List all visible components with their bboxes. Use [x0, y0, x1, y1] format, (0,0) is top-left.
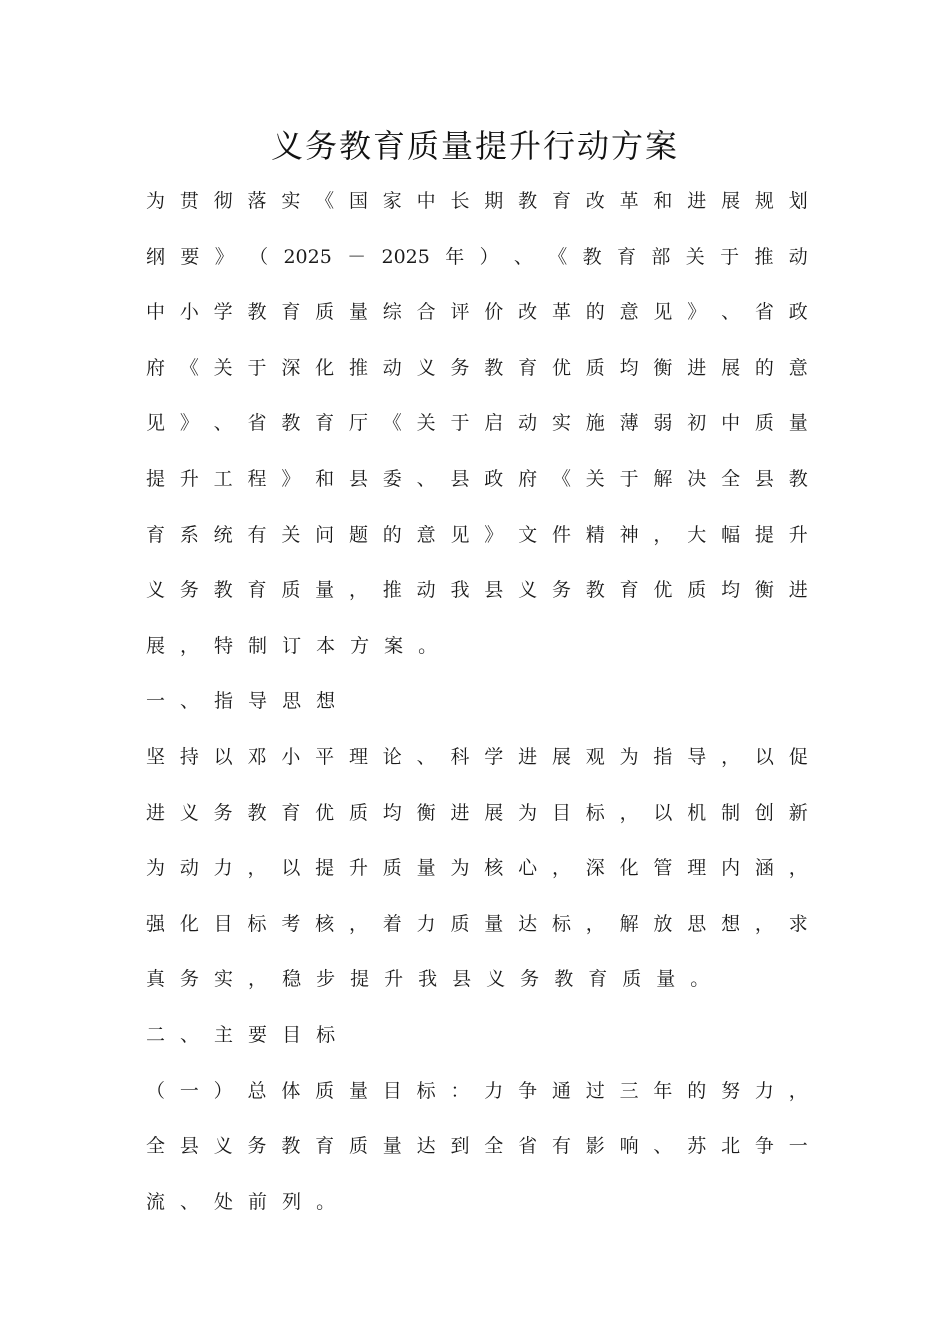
body-line: 进 义 务 教 育 优 质 均 衡 进 展 为 目 标 ， 以 机 制 创 新: [146, 801, 808, 824]
document-title: 义务教育质量提升行动方案: [270, 127, 679, 165]
body-line: 展 ， 特 制 订 本 方 案 。: [146, 634, 438, 657]
body-line: 义 务 教 育 质 量 ， 推 动 我 县 义 务 教 育 优 质 均 衡 进: [146, 579, 808, 602]
body-line: 真 务 实 ， 稳 步 提 升 我 县 义 务 教 育 质 量 。: [146, 968, 710, 991]
body-line: 府 《 关 于 深 化 推 动 义 务 教 育 优 质 均 衡 进 展 的 意: [146, 356, 808, 379]
body-line: 坚 持 以 邓 小 平 理 论 、 科 学 进 展 观 为 指 导 ， 以 促: [146, 746, 808, 768]
body-line: 见 》 、 省 教 育 厅 《 关 于 启 动 实 施 薄 弱 初 中 质 量: [146, 412, 808, 435]
body-line: 为 贯 彻 落 实 《 国 家 中 长 期 教 育 改 革 和 进 展 规 划: [146, 190, 808, 212]
body-line: （ 一 ） 总 体 质 量 目 标 ： 力 争 通 过 三 年 的 努 力 ，: [146, 1079, 808, 1102]
body-line: 育 系 统 有 关 问 题 的 意 见 》 文 件 精 神 ， 大 幅 提 升: [146, 523, 808, 546]
body-line: 全 县 义 务 教 育 质 量 达 到 全 省 有 影 响 、 苏 北 争 一: [146, 1135, 808, 1158]
body-line: 纲 要 》 （ 2025 － 2025 年 ） 、 《 教 育 部 关 于 推 动: [146, 245, 808, 268]
body-line: 中 小 学 教 育 质 量 综 合 评 价 改 革 的 意 见 》 、 省 政: [146, 301, 808, 324]
body-line: 二 、 主 要 目 标: [146, 1024, 336, 1046]
body-line: 一 、 指 导 思 想: [146, 690, 336, 713]
body-line: 为 动 力 ， 以 提 升 质 量 为 核 心 ， 深 化 管 理 内 涵 ，: [146, 857, 808, 880]
body-line: 提 升 工 程 》 和 县 委 、 县 政 府 《 关 于 解 决 全 县 教: [146, 468, 808, 490]
body-line: 流 、 处 前 列 。: [146, 1190, 336, 1213]
body-line: 强 化 目 标 考 核 ， 着 力 质 量 达 标 ， 解 放 思 想 ， 求: [146, 912, 808, 935]
